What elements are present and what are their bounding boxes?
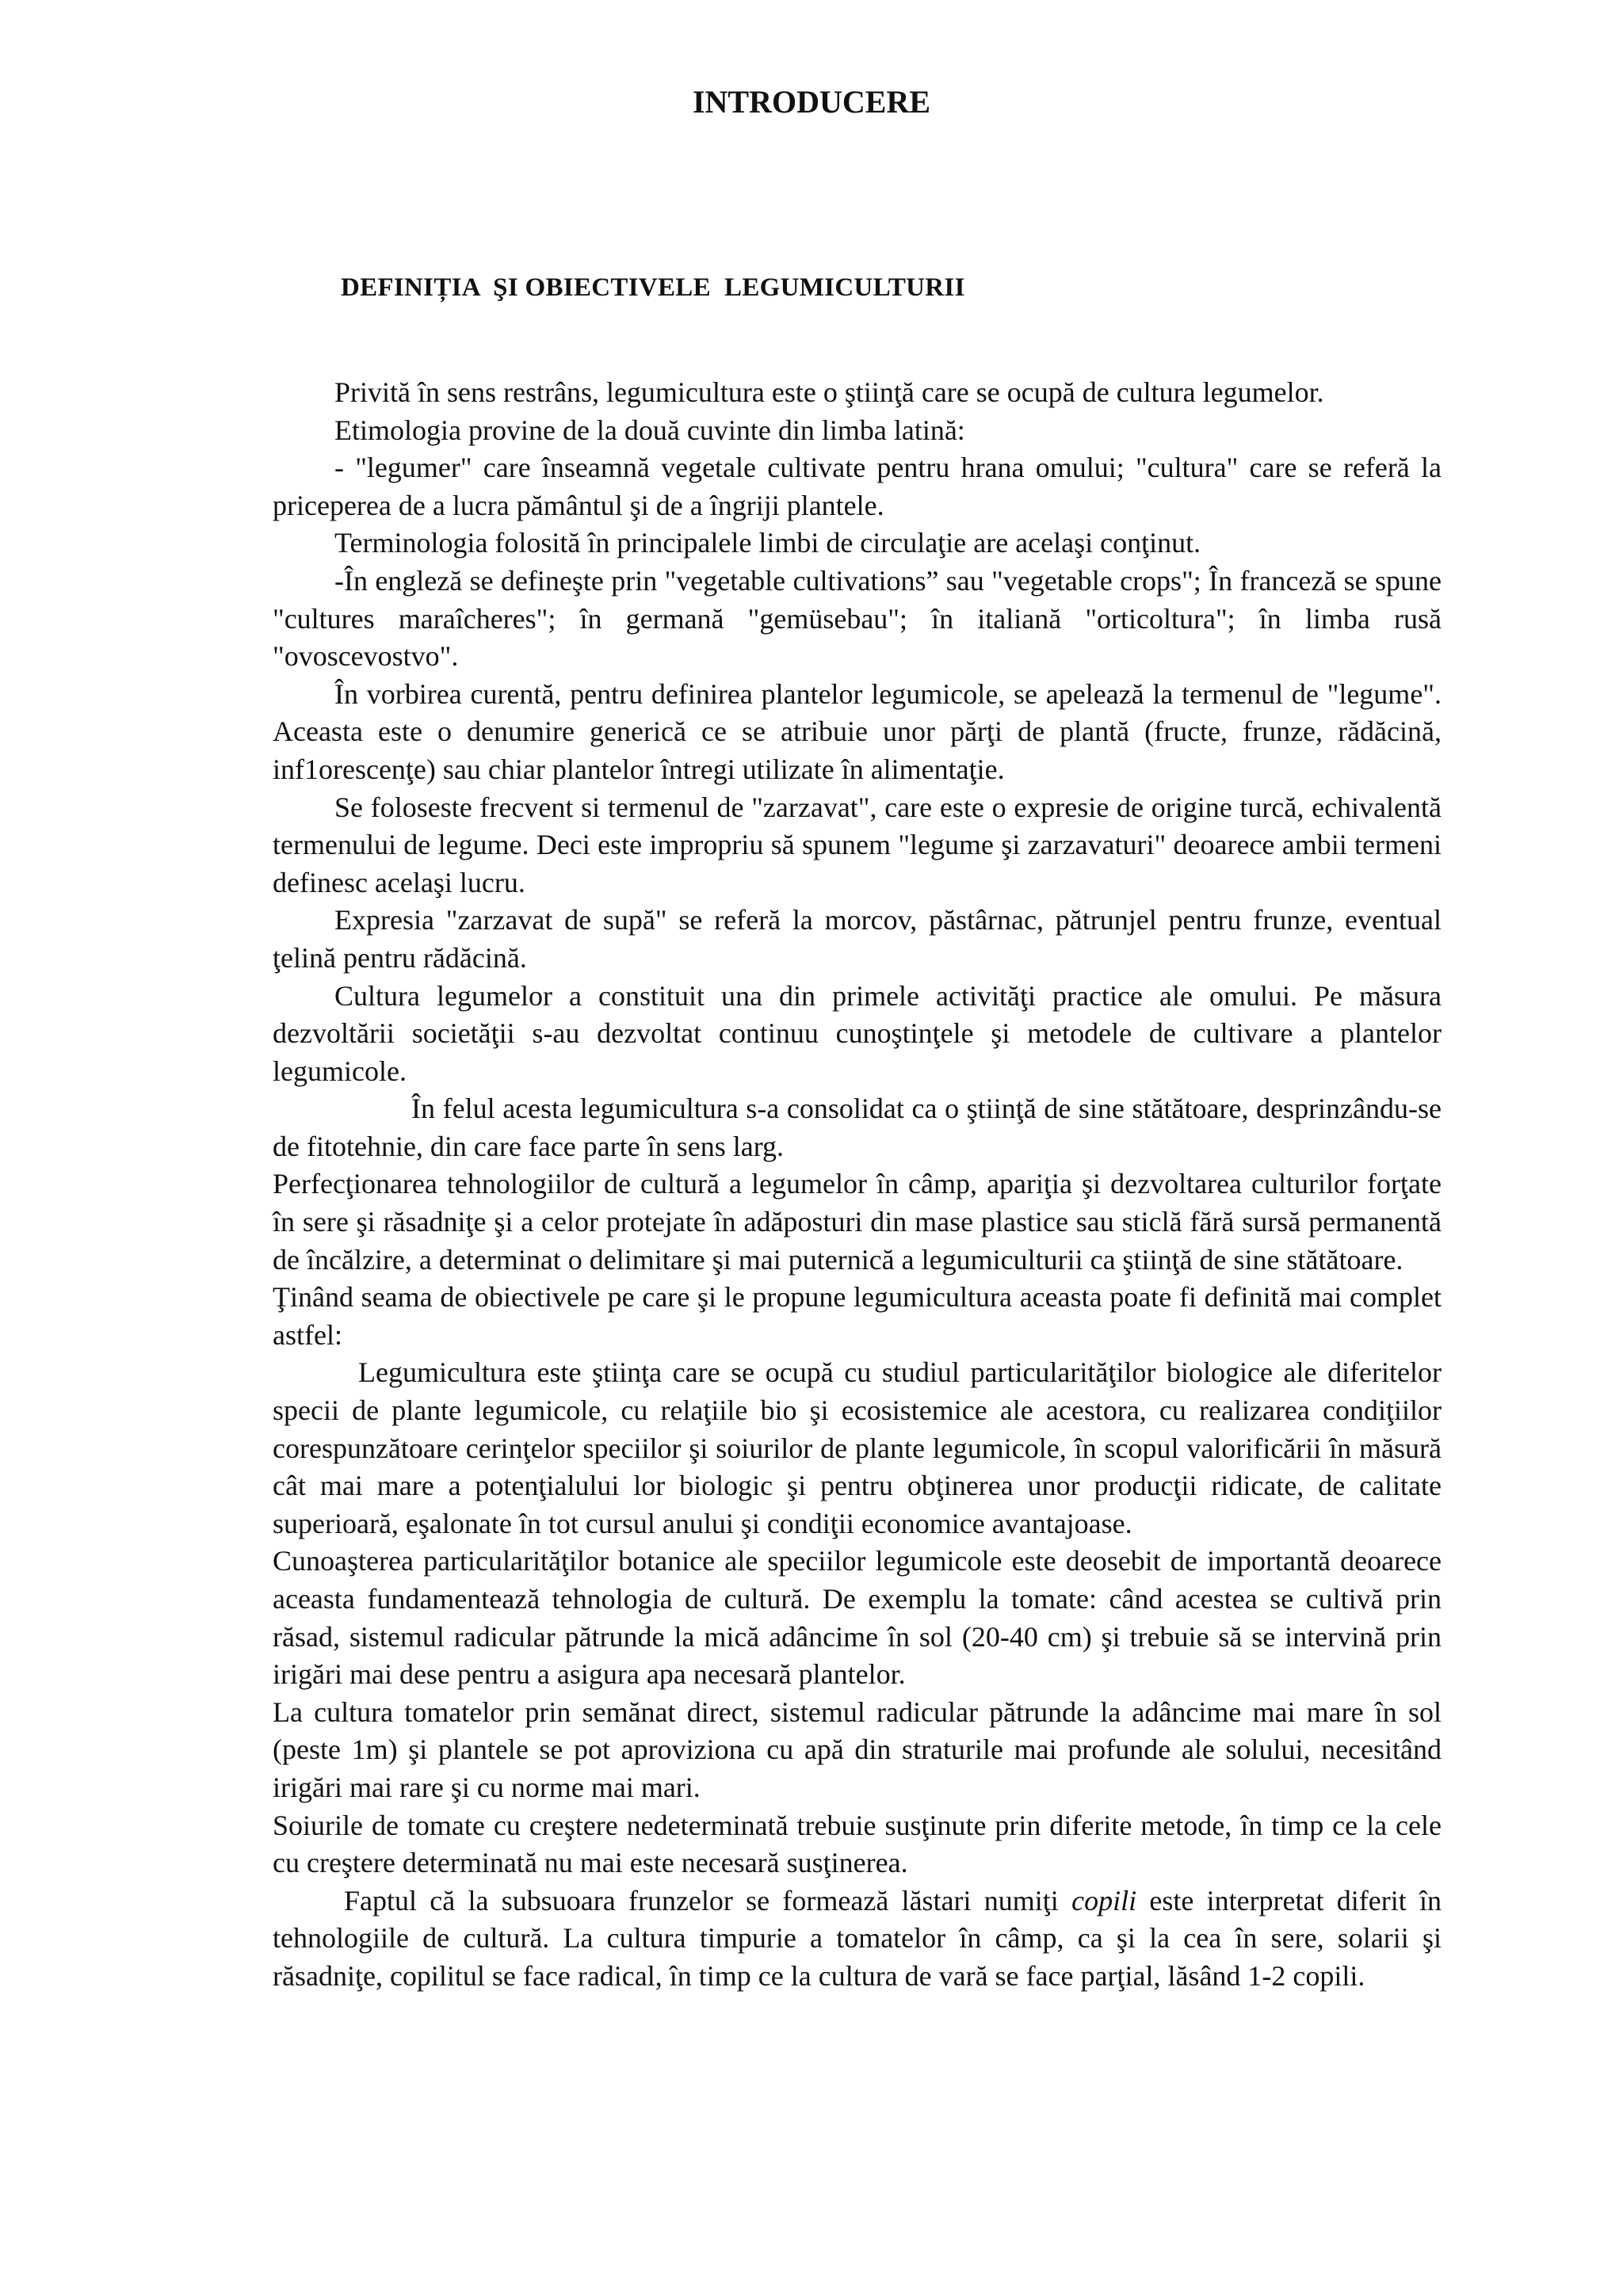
paragraph: Soiurile de tomate cu creştere nedeterminată trebuie susţinute prin diferite metode, în timp ce la cele cu creştere determinată nu mai este necesară susţinerea. — [273, 1809, 1442, 1879]
paragraph-last — [273, 1882, 1442, 1996]
paragraph: Cultura legumelor a constituit una din primele activităţi practice ale omului. Pe măsura dezvoltării societăţii s-au dezvoltat continuu cunoştinţele şi metodele de cultivare a plantelor legumicole. — [273, 979, 1442, 1087]
paragraph: Expresia "zarzavat de supă" se referă la morcov, păstârnac, pătrunjel pentru frunze, eventual ţelină pentru rădăcină. — [273, 904, 1442, 974]
paragraph: Terminologia folosită în principalele limbi de circulaţie are acelaşi conţinut. — [334, 527, 1201, 559]
paragraph: Legumicultura este ştiinţa care se ocupă cu studiul particularităţilor biologice ale diferitelor specii de plante legumicole, cu relaţiile bio şi ecosistemice ale acestora, cu realizarea condiţiilor corespunzătoare cerinţelor speciilor şi soiurilor de plante legumicole, în scopul valorificării în măsură cât mai mare a potenţialului lor biologic şi pentru obţinerea unor producţii ridicate, de calitate superioară, eşalonate în tot cursul anului şi condiţii economice avantajoase. — [273, 1356, 1442, 1539]
paragraph: - "legumer" care înseamnă vegetale cultivate pentru hrana omului; "cultura" care se referă la priceperea de a lucra pământul şi de a îngriji plantele. — [273, 452, 1442, 521]
paragraph: -În engleză se defineşte prin "vegetable cultivations” sau "vegetable crops"; În franceză se spune "cultures maraîcheres"; în germană "gemüsebau"; în italiană "orticoltura"; în limba rusă "ovoscevostvo". — [273, 564, 1442, 673]
paragraph-text: este interpretat diferit în tehnologiile de cultură. La cultura timpurie a tomatelor în câmp, ca şi la cea în sere, solarii şi răsadniţe, copilitul se face radical, în timp ce la cultura de vară se face parţial, lăsând 1-2 copili. — [273, 1884, 1442, 1992]
paragraph: Perfecţionarea tehnologiilor de cultură a legumelor în câmp, apariţia şi dezvoltarea culturilor forţate în sere şi răsadniţe şi a celor protejate în adăposturi din mase plastice sau sticlă fără sursă permanentă de încălzire, a determinat o delimitare şi mai puternică a legumiculturii ca ştiinţă de sine stătătoare. — [273, 1168, 1442, 1276]
paragraph: Cunoaşterea particularităţilor botanice ale speciilor legumicole este deosebit de importantă deoarece aceasta fundamentează tehnologia de cultură. De exemplu la tomate: când acestea se cultivă prin răsad, sistemul radicular pătrunde la mică adâncime în sol (20-40 cm) şi trebuie să se intervină prin irigări mai dese pentru a asigura apa necesară plantelor. — [273, 1545, 1442, 1691]
paragraph: Privită în sens restrâns, legumicultura este o ştiinţă care se ocupă de cultura legumelor. — [334, 376, 1324, 408]
paragraph: Se foloseste frecvent si termenul de "zarzavat", care este o expresie de origine turcă, echivalentă termenului de legume. Deci este impropriu să spunem "legume şi zarzavaturi" deoarece ambii termeni definesc acelaşi lucru. — [273, 791, 1442, 898]
paragraph: Ţinând seama de obiectivele pe care şi le propune legumicultura aceasta poate fi definită mai complet astfel: — [273, 1281, 1442, 1351]
paragraph-text: Faptul că la subsuoara frunzelor se formează lăstari numiţi — [344, 1884, 1072, 1917]
page-title: INTRODUCERE — [692, 84, 931, 120]
body-text — [273, 374, 1442, 1996]
emphasis-term: copili — [1071, 1884, 1137, 1917]
section-heading: DEFINIȚIA ŞI OBIECTIVELE LEGUMICULTURII — [341, 273, 965, 302]
paragraph: La cultura tomatelor prin semănat direct, sistemul radicular pătrunde la adâncime mai mare în sol (peste 1m) şi plantele se pot aproviziona cu apă din straturile mai profunde ale solului, necesitând irigări mai rare şi cu norme mai mari. — [273, 1695, 1442, 1803]
paragraph: În felul acesta legumicultura s-a consolidat ca o ştiinţă de sine stătătoare, desprinzându-se de fitotehnie, din care face parte în sens larg. — [273, 1093, 1442, 1162]
paragraph: În vorbirea curentă, pentru definirea plantelor legumicole, se apelează la termenul de "legume". Aceasta este o denumire generică ce se atribuie unor părţi de plantă (fructe, frunze, rădăcină, inf1orescenţe) sau chiar plantelor întregi utilizate în alimentaţie. — [273, 677, 1442, 785]
paragraph: Etimologia provine de la două cuvinte din limba latină: — [334, 414, 965, 446]
